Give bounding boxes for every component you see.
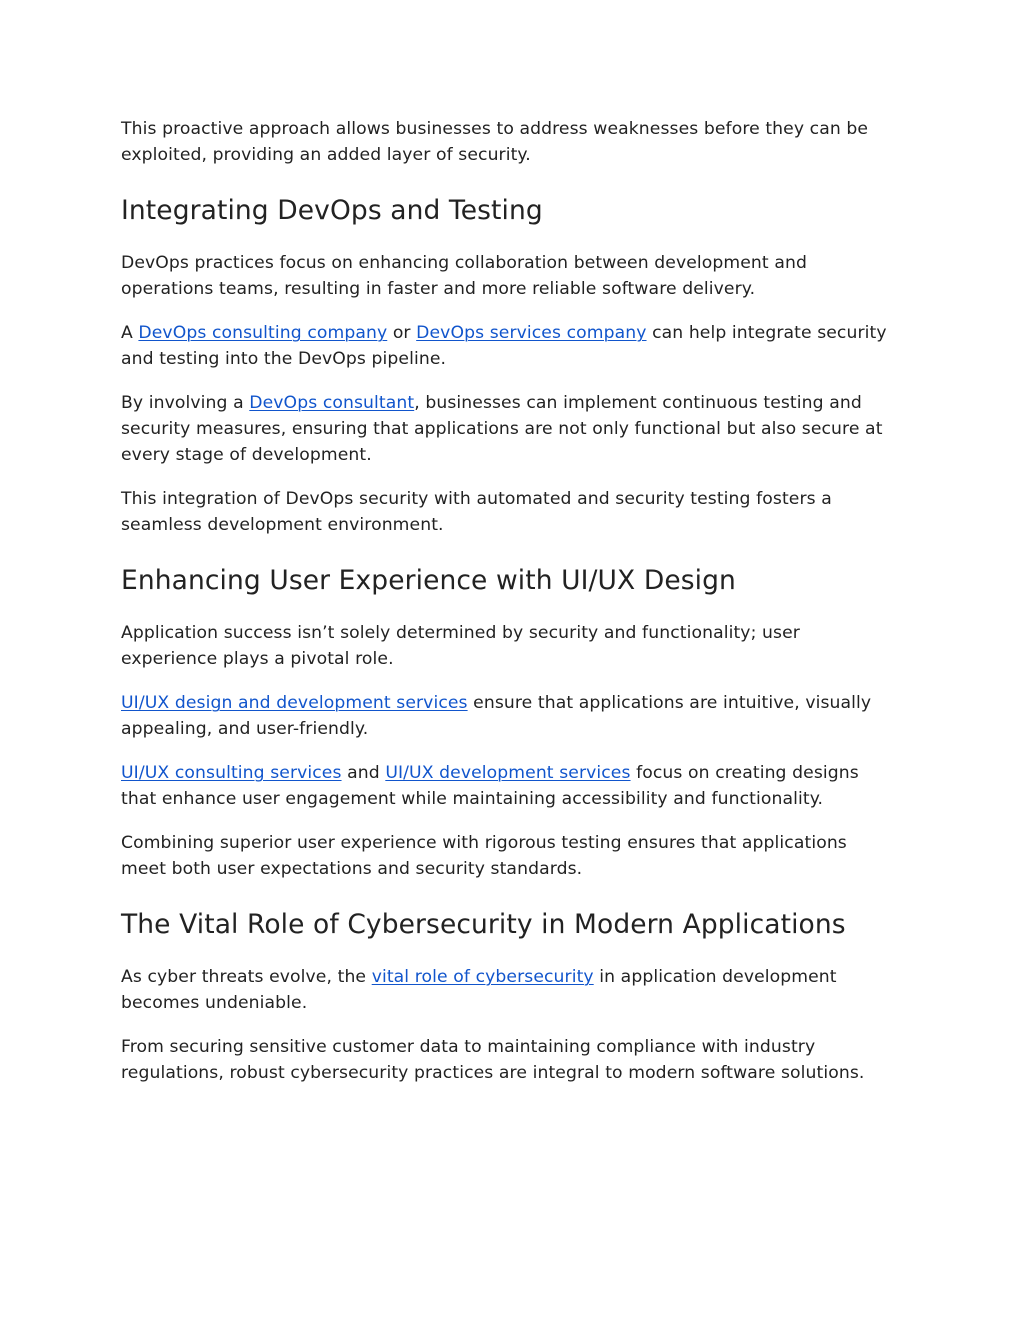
text-fragment: and — [341, 763, 386, 783]
text-fragment: can help integrate security and testing into the DevOps pipeline. — [121, 323, 887, 369]
uiux-design-development-services-link[interactable]: UI/UX design and development services — [121, 693, 468, 713]
uiux-paragraph-1: Application success isn’t solely determined by security and functionality; user experience plays a pivotal role. — [121, 623, 800, 669]
text-fragment: By involving a — [121, 393, 250, 413]
cyber-paragraph-2: From securing sensitive customer data to maintaining compliance with industry regulations, robust cybersecurity practices are integral to modern software solutions. — [121, 1037, 865, 1083]
devops-paragraph-1: DevOps practices focus on enhancing collaboration between development and operations teams, resulting in faster and more reliable software delivery. — [121, 253, 807, 299]
intro-paragraph: This proactive approach allows businesses to address weaknesses before they can be exploited, providing an added layer of security. — [121, 119, 869, 165]
heading-cybersecurity: The Vital Role of Cybersecurity in Modern Applications — [121, 909, 846, 940]
text-fragment: A — [121, 323, 139, 343]
heading-devops-testing: Integrating DevOps and Testing — [121, 195, 543, 226]
devops-services-company-link[interactable]: DevOps services company — [416, 323, 647, 343]
text-fragment: focus on creating designs that enhance user engagement while maintaining accessibility and functionality. — [121, 763, 859, 809]
text-fragment: As cyber threats evolve, the — [121, 967, 372, 987]
devops-paragraph-2 — [121, 320, 896, 372]
devops-consultant-link[interactable]: DevOps consultant — [249, 393, 415, 413]
uiux-paragraph-4: Combining superior user experience with rigorous testing ensures that applications meet both user expectations and security standards. — [121, 833, 847, 879]
devops-consulting-company-link[interactable]: DevOps consulting company — [138, 323, 388, 343]
text-fragment: or — [387, 323, 417, 343]
heading-ui-ux: Enhancing User Experience with UI/UX Design — [121, 565, 736, 596]
devops-paragraph-3 — [121, 390, 896, 468]
uiux-consulting-services-link[interactable]: UI/UX consulting services — [121, 763, 342, 783]
vital-role-of-cybersecurity-link[interactable]: vital role of cybersecurity — [371, 967, 594, 987]
devops-paragraph-4: This integration of DevOps security with automated and security testing fosters a seamless development environment. — [121, 489, 832, 535]
text-fragment: ensure that applications are intuitive, visually appealing, and user-friendly. — [121, 693, 872, 739]
document-page — [121, 116, 896, 1104]
cyber-paragraph-1 — [121, 964, 896, 1016]
uiux-paragraph-3 — [121, 760, 896, 812]
uiux-development-services-link[interactable]: UI/UX development services — [385, 763, 631, 783]
uiux-paragraph-2 — [121, 690, 896, 742]
text-fragment: in application development becomes undeniable. — [121, 967, 837, 1013]
text-fragment: , businesses can implement continuous testing and security measures, ensuring that applications are not only functional but also secure at every stage of development. — [121, 393, 883, 465]
